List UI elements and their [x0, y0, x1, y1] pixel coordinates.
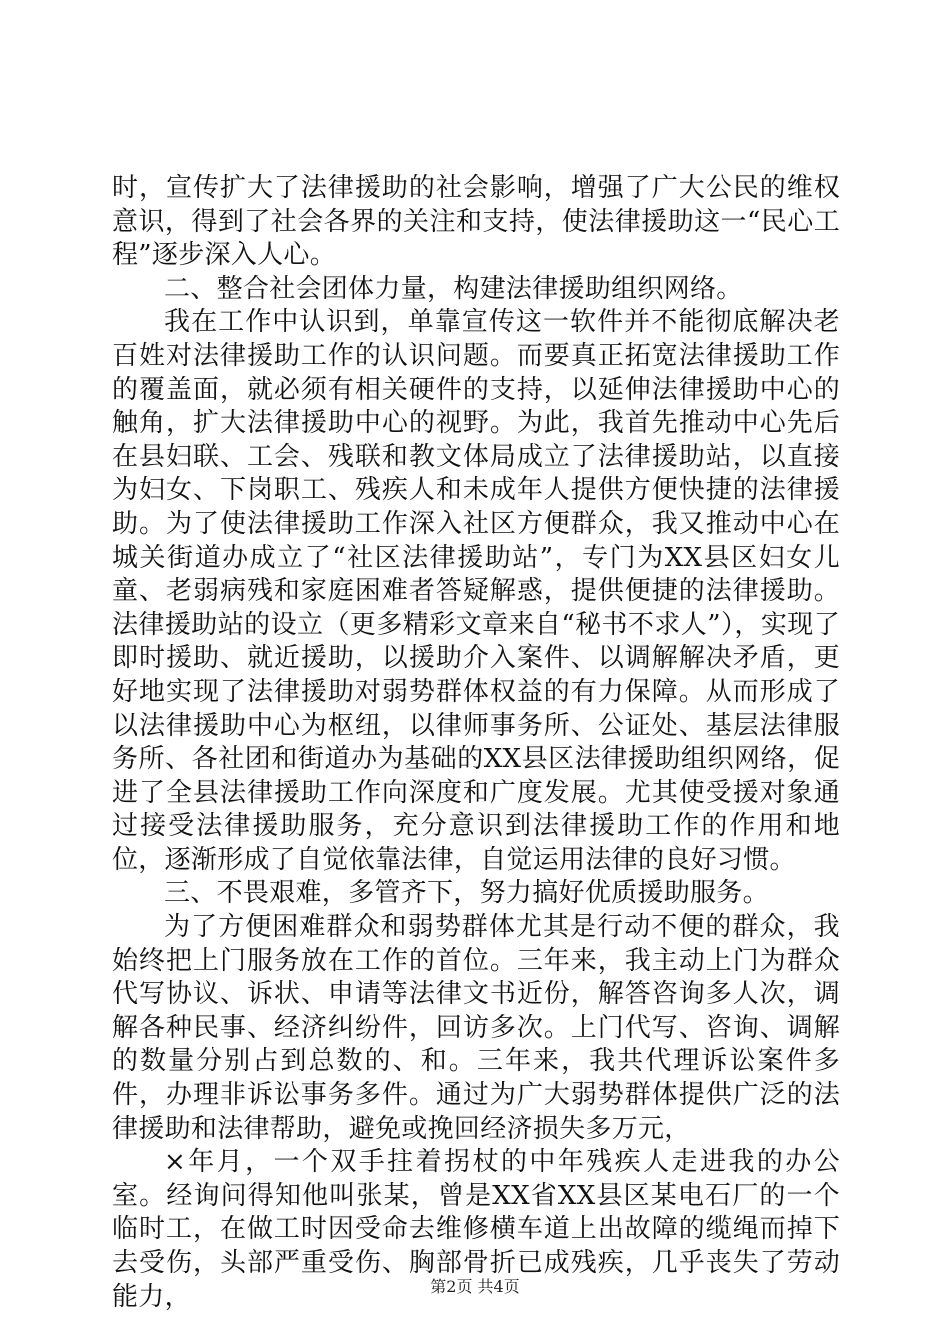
paragraph: 我在工作中认识到，单靠宣传这一软件并不能彻底解决老百姓对法律援助工作的认识问题。而要真正拓宽法律援助工作的覆盖面，就必须有相关硬件的支持，以延伸法律援助中心的触角，扩大法律援助中心的视野。为此，我首先推动中心先后在县妇联、工会、残联和教文体局成立了法律援助站，以直接为妇女、下岗职工、残疾人和未成年人提供方便快捷的法律援助。为了使法律援助工作深入社区方便群众，我又推动中心在城关街道办成立了“社区法律援助站”，专门为XX县区妇女儿童、老弱病残和家庭困难者答疑解惑，提供便捷的法律援助。法律援助站的设立（更多精彩文章来自“秘书不求人”），实现了即时援助、就近援助，以援助介入案件、以调解解决矛盾，更好地实现了法律援助对弱势群体权益的有力保障。从而形成了以法律援助中心为枢纽，以律师事务所、公证处、基层法律服务所、各社团和街道办为基础的XX县区法律援助组织网络，促进了全县法律援助工作向深度和广度发展。尤其使受援对象通过接受法律援助服务，充分意识到法律援助工作的作用和地位，逐渐形成了自觉依靠法律，自觉运用法律的良好习惯。: [112, 307, 840, 875]
paragraph: 为了方便困难群众和弱势群体尤其是行动不便的群众，我始终把上门服务放在工作的首位。三年来，我主动上门为群众代写协议、诉状、申请等法律文书近份，解答咨询多人次，调解各种民事、经济纠纷件，回访多次。上门代写、咨询、调解的数量分别占到总数的、和。三年来，我共代理诉讼案件多件，办理非诉讼事务多件。通过为广大弱势群体提供广泛的法律援助和法律帮助，避免或挽回经济损失多万元，: [112, 912, 840, 1144]
section-heading-3: 三、不畏艰难，多管齐下，努力搞好优质援助服务。: [164, 878, 769, 909]
document-body: [112, 172, 840, 1314]
paragraph-continuation: 时，宣传扩大了法律援助的社会影响，增强了广大公民的维权意识，得到了社会各界的关注和支持，使法律援助这一“民心工程”逐步深入人心。: [112, 173, 840, 271]
section-heading-2: 二、整合社会团体力量，构建法律援助组织网络。: [164, 273, 743, 304]
paragraph: ×年月，一个双手拄着拐杖的中年残疾人走进我的办公室。经询问得知他叫张某，曾是XX省XX县区某电石厂的一个临时工，在做工时因受命去维修横车道上出故障的缆绳而掉下去受伤，头部严重受伤、胸部骨折已成残疾，几乎丧失了劳动能力，: [112, 1147, 840, 1312]
page-footer: 第2页 共4页: [430, 1277, 520, 1296]
